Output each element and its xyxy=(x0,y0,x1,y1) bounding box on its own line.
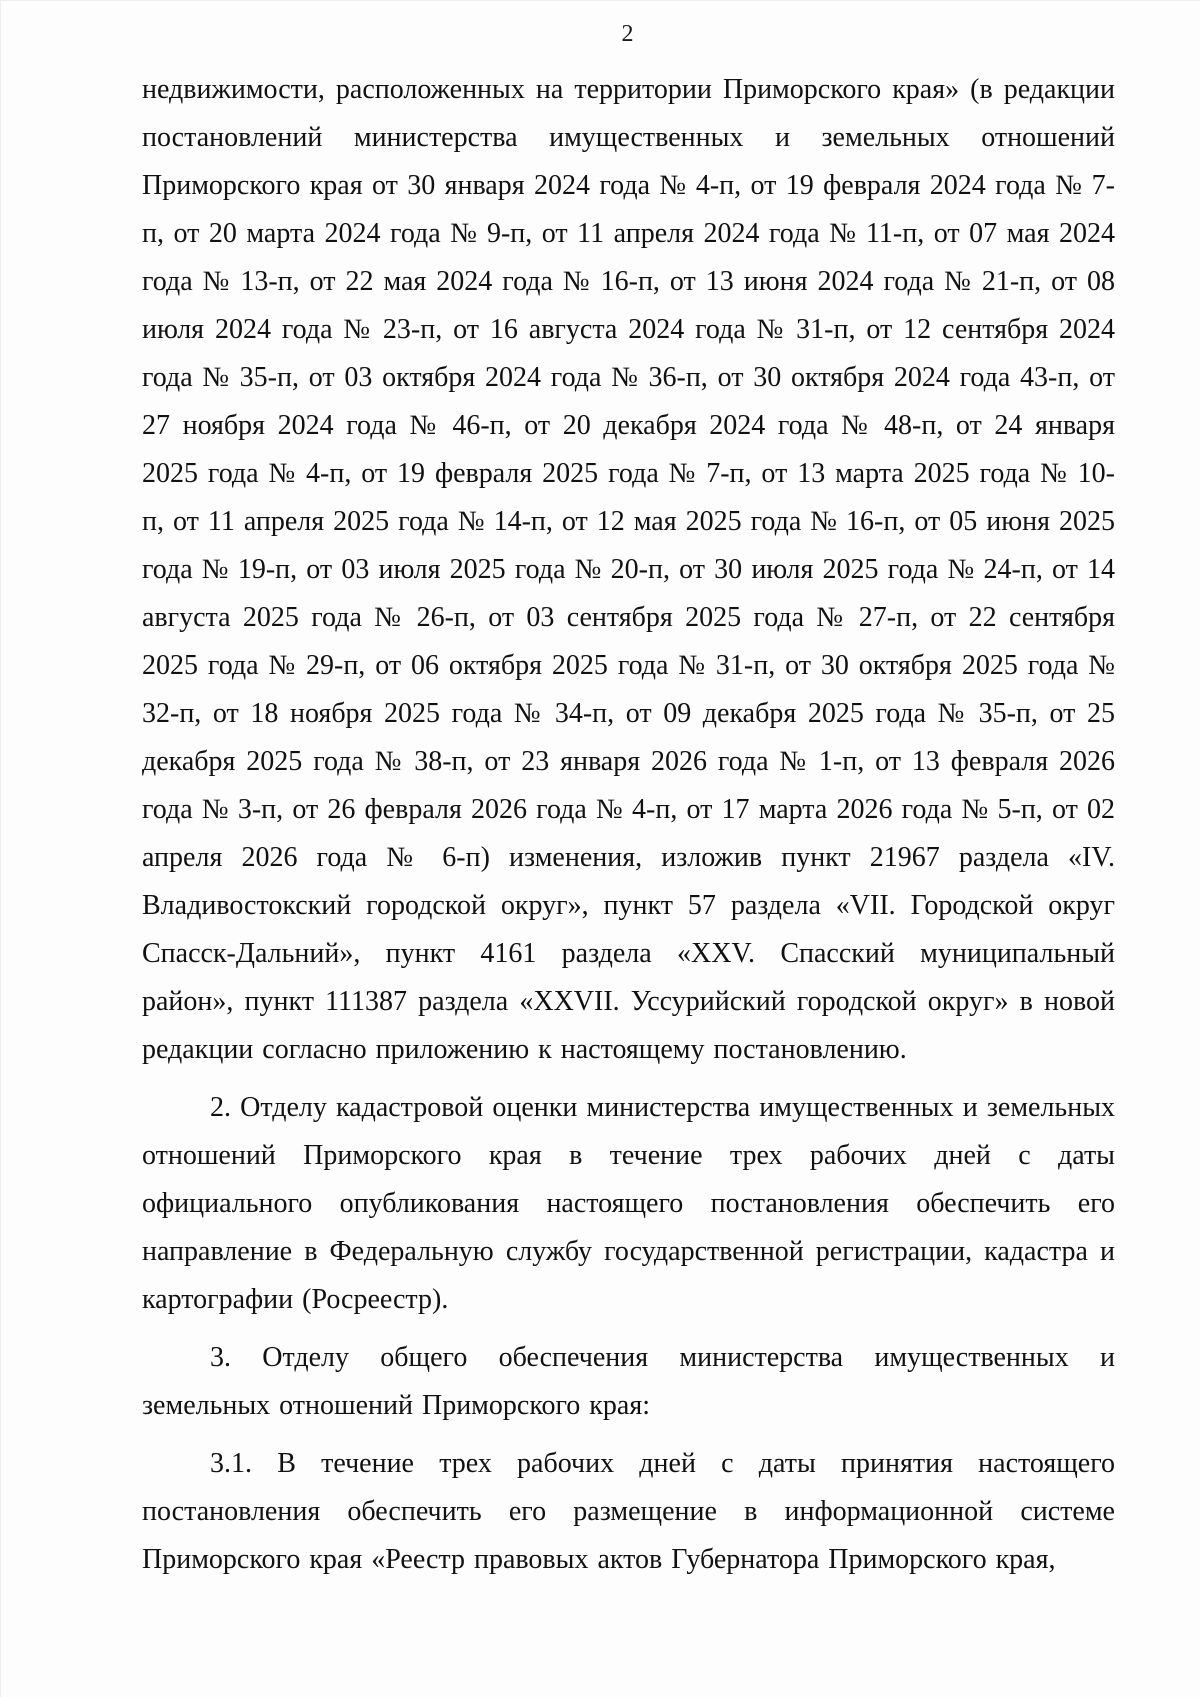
paragraph-item-3-1: 3.1. В течение трех рабочих дней с даты принятия настоящего постановления обеспечить его размещение в информационной системе Приморского края «Реестр правовых актов Губернатора Приморского края, xyxy=(142,1448,1115,1575)
page-number: 2 xyxy=(621,21,634,47)
document-body xyxy=(142,66,1115,1584)
paragraph-item-2: 2. Отделу кадастровой оценки министерства имущественных и земельных отношений Приморского края в течение трех рабочих дней с даты официального опубликования настоящего постановления обеспечить его направление в Федеральную службу государственной регистрации, кадастра и картографии (Росреестр). xyxy=(142,1092,1115,1315)
paragraph-amendment-history: недвижимости, расположенных на территории Приморского края» (в редакции постановлений министерства имущественных и земельных отношений Приморского края от 30 января 2024 года № 4-п, от 19 февраля 2024 года № 7-п, от 20 марта 2024 года № 9-п, от 11 апреля 2024 года № 11-п, от 07 мая 2024 года № 13-п, от 22 мая 2024 года № 16-п, от 13 июня 2024 года № 21-п, от 08 июля 2024 года № 23-п, от 16 августа 2024 года № 31-п, от 12 сентября 2024 года № 35-п, от 03 октября 2024 года № 36-п, от 30 октября 2024 года 43-п, от 27 ноября 2024 года № 46-п, от 20 декабря 2024 года № 48-п, от 24 января 2025 года № 4-п, от 19 февраля 2025 года № 7-п, от 13 марта 2025 года № 10-п, от 11 апреля 2025 года № 14-п, от 12 мая 2025 года № 16-п, от 05 июня 2025 года № 19-п, от 03 июля 2025 года № 20-п, от 30 июля 2025 года № 24-п, от 14 августа 2025 года № 26-п, от 03 сентября 2025 года № 27-п, от 22 сентября 2025 года № 29-п, от 06 октября 2025 года № 31-п, от 30 октября 2025 года № 32-п, от 18 ноября 2025 года № 34-п, от 09 декабря 2025 года № 35-п, от 25 декабря 2025 года № 38-п, от 23 января 2026 года № 1-п, от 13 февраля 2026 года № 3-п, от 26 февраля 2026 года № 4-п, от 17 марта 2026 года № 5-п, от 02 апреля 2026 года № 6-п) изменения, изложив пункт 21967 раздела «IV. Владивостокский городской округ», пункт 57 раздела «VII. Городской округ Спасск-Дальний», пункт 4161 раздела «XXV. Спасский муниципальный район», пункт 111387 раздела «XXVII. Уссурийский городской округ» в новой редакции согласно приложению к настоящему постановлению. xyxy=(142,74,1115,1065)
paragraph-item-3: 3. Отделу общего обеспечения министерства имущественных и земельных отношений Приморского края: xyxy=(142,1342,1115,1421)
